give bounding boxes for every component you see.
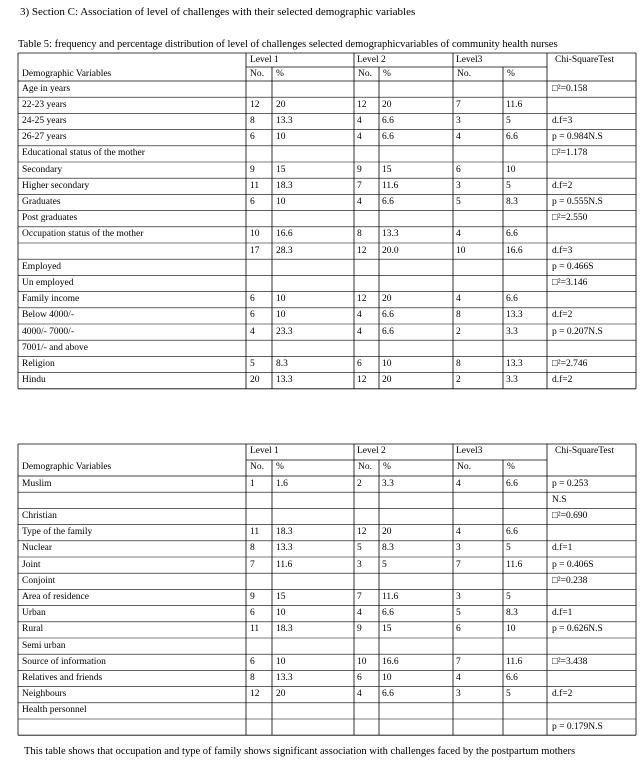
- cell-l1p: 13.3: [276, 672, 293, 683]
- cell-l1p: 23.3: [276, 326, 293, 337]
- cell-chi: d.f=2: [552, 310, 573, 321]
- cell-l3p: 8.3: [506, 608, 518, 619]
- header-level-3: Level3: [456, 446, 483, 456]
- section-heading: 3) Section C: Association of level of challenges with their selected demographic variables: [20, 6, 416, 18]
- cell-label: Graduates: [22, 196, 61, 207]
- header-percent: %: [507, 462, 515, 472]
- cell-label: Conjoint: [22, 575, 56, 586]
- cell-chi: p = 0.984N.S: [552, 132, 603, 143]
- cell-label: Relatives and friends: [22, 672, 103, 683]
- cell-chi: □²=2.746: [552, 358, 588, 369]
- cell-l3p: 8.3: [506, 196, 518, 207]
- cell-l2n: 9: [357, 624, 362, 635]
- cell-label: Rural: [22, 624, 44, 635]
- cell-chi: p = 0.406S: [552, 559, 594, 570]
- cell-chi: p = 0.626N.S: [552, 624, 603, 635]
- cell-l1p: 13.3: [276, 375, 293, 386]
- cell-l1n: 6: [250, 656, 255, 667]
- cell-chi: p = 0.179N.S: [552, 721, 603, 732]
- cell-l3p: 3.3: [506, 326, 518, 337]
- cell-l1n: 8: [250, 543, 255, 554]
- cell-label: Family income: [22, 294, 80, 305]
- cell-l1p: 28.3: [276, 245, 293, 256]
- cell-l1n: 17: [250, 245, 260, 256]
- cell-l1p: 16.6: [276, 229, 293, 240]
- header-count: No.: [250, 69, 264, 79]
- cell-l2n: 12: [357, 527, 367, 538]
- cell-l1p: 15: [276, 591, 286, 602]
- cell-label: Health personnel: [22, 705, 87, 716]
- cell-l3n: 2: [456, 326, 461, 337]
- cell-l1n: 8: [250, 672, 255, 683]
- cell-l1p: 13.3: [276, 543, 293, 554]
- cell-l1p: 10: [276, 132, 286, 143]
- cell-label: Religion: [22, 358, 55, 369]
- cell-l2p: 6.6: [382, 310, 394, 321]
- cell-l2n: 12: [357, 99, 367, 110]
- cell-chi: d.f=1: [552, 543, 573, 554]
- cell-l2p: 10: [382, 672, 392, 683]
- cell-l2p: 5: [382, 559, 387, 570]
- cell-chi: □²=3.438: [552, 656, 588, 667]
- cell-l1n: 5: [250, 358, 255, 369]
- cell-label: 4000/- 7000/-: [22, 326, 74, 337]
- cell-l3n: 3: [456, 115, 461, 126]
- cell-l2p: 16.6: [382, 656, 399, 667]
- cell-l3p: 5: [506, 591, 511, 602]
- cell-chi: p = 0.555N.S: [552, 196, 603, 207]
- cell-l2n: 7: [357, 180, 362, 191]
- cell-chi: p = 0.207N.S: [552, 326, 603, 337]
- header-level-1: Level 1: [250, 446, 279, 456]
- cell-l3n: 5: [456, 196, 461, 207]
- cell-l3p: 10: [506, 624, 516, 635]
- cell-label: 26-27 years: [22, 132, 67, 143]
- cell-label: Employed: [22, 261, 62, 272]
- cell-l3p: 10: [506, 164, 516, 175]
- cell-l1n: 20: [250, 375, 260, 386]
- cell-l2p: 20: [382, 375, 392, 386]
- cell-l1n: 11: [250, 527, 260, 538]
- cell-l2n: 6: [357, 358, 362, 369]
- cell-l1p: 18.3: [276, 624, 293, 635]
- cell-l1p: 20: [276, 689, 286, 700]
- cell-l2p: 6.6: [382, 115, 394, 126]
- cell-label: Urban: [22, 608, 46, 619]
- cell-l3p: 16.6: [506, 245, 523, 256]
- header-count: No.: [250, 462, 264, 472]
- cell-l1p: 10: [276, 196, 286, 207]
- cell-l2n: 8: [357, 229, 362, 240]
- cell-l2n: 4: [357, 608, 362, 619]
- cell-label: Christian: [22, 510, 57, 521]
- cell-l2p: 20: [382, 99, 392, 110]
- header-percent: %: [276, 462, 284, 472]
- cell-l3n: 7: [456, 656, 461, 667]
- cell-l1n: 6: [250, 310, 255, 321]
- cell-l2p: 13.3: [382, 229, 399, 240]
- cell-label: Higher secondary: [22, 180, 90, 191]
- cell-l3n: 3: [456, 591, 461, 602]
- cell-l1p: 10: [276, 294, 286, 305]
- cell-l3n: 3: [456, 543, 461, 554]
- cell-l2n: 4: [357, 132, 362, 143]
- cell-l3n: 3: [456, 180, 461, 191]
- cell-label: 7001/- and above: [22, 342, 88, 353]
- cell-l3p: 5: [506, 180, 511, 191]
- cell-l2p: 11.6: [382, 591, 399, 602]
- cell-l3p: 6.6: [506, 132, 518, 143]
- cell-chi: d.f=2: [552, 180, 573, 191]
- cell-l2n: 4: [357, 689, 362, 700]
- cell-l1p: 11.6: [276, 559, 293, 570]
- header-percent: %: [383, 69, 391, 79]
- cell-l1n: 7: [250, 559, 255, 570]
- cell-l1n: 4: [250, 326, 255, 337]
- header-percent: %: [507, 69, 515, 79]
- cell-l3n: 4: [456, 294, 461, 305]
- cell-l1p: 10: [276, 608, 286, 619]
- cell-l2n: 7: [357, 591, 362, 602]
- cell-l3p: 11.6: [506, 656, 523, 667]
- cell-l2p: 8.3: [382, 543, 394, 554]
- cell-label: Age in years: [22, 83, 71, 94]
- cell-chi: □²=1.178: [552, 148, 588, 159]
- header-percent: %: [383, 462, 391, 472]
- cell-l1p: 1.6: [276, 478, 288, 489]
- cell-l2n: 10: [357, 656, 367, 667]
- header-chi-square: Chi-SquareTest: [555, 446, 614, 456]
- cell-l3n: 6: [456, 164, 461, 175]
- cell-l3p: 6.6: [506, 229, 518, 240]
- cell-l2p: 11.6: [382, 180, 399, 191]
- cell-l3p: 11.6: [506, 559, 523, 570]
- header-level-2: Level 2: [357, 446, 386, 456]
- cell-l2p: 20.0: [382, 245, 399, 256]
- cell-label: Joint: [22, 559, 41, 570]
- cell-l2n: 4: [357, 310, 362, 321]
- cell-l1p: 20: [276, 99, 286, 110]
- cell-l1p: 10: [276, 656, 286, 667]
- cell-l2p: 3.3: [382, 478, 394, 489]
- cell-chi: □²=0.158: [552, 83, 588, 94]
- cell-l3n: 4: [456, 478, 461, 489]
- cell-l1n: 1: [250, 478, 255, 489]
- cell-label: Nuclear: [22, 543, 53, 554]
- header-demographic-variables: Demographic Variables: [22, 462, 112, 472]
- cell-l2n: 9: [357, 164, 362, 175]
- cell-l1n: 9: [250, 591, 255, 602]
- cell-l2p: 20: [382, 527, 392, 538]
- cell-l3n: 7: [456, 99, 461, 110]
- cell-label: Occupation status of the mother: [22, 229, 144, 240]
- cell-l3n: 2: [456, 375, 461, 386]
- cell-l3p: 5: [506, 115, 511, 126]
- cell-l3p: 6.6: [506, 294, 518, 305]
- cell-chi: □²=0.238: [552, 575, 588, 586]
- header-level-2: Level 2: [357, 55, 386, 65]
- cell-chi: d.f=2: [552, 689, 573, 700]
- conclusion-paragraph: This table shows that occupation and type of family shows significant association with challenges faced by the postpartum mothers: [24, 746, 576, 757]
- cell-l1n: 8: [250, 115, 255, 126]
- cell-label: Un employed: [22, 277, 74, 288]
- cell-l3p: 6.6: [506, 672, 518, 683]
- header-demographic-variables: Demographic Variables: [22, 69, 112, 79]
- header-count: No.: [457, 69, 471, 79]
- cell-l1n: 6: [250, 608, 255, 619]
- cell-l1n: 11: [250, 624, 260, 635]
- cell-l1n: 6: [250, 196, 255, 207]
- cell-label: 22-23 years: [22, 99, 67, 110]
- cell-l2p: 15: [382, 624, 392, 635]
- cell-l1p: 13.3: [276, 115, 293, 126]
- cell-label: Area of residence: [22, 591, 89, 602]
- cell-l3n: 4: [456, 132, 461, 143]
- cell-l1n: 9: [250, 164, 255, 175]
- cell-label: Hindu: [22, 375, 46, 386]
- cell-l1n: 6: [250, 294, 255, 305]
- cell-label: Type of the family: [22, 527, 93, 538]
- cell-l2n: 2: [357, 478, 362, 489]
- cell-chi: d.f=3: [552, 115, 573, 126]
- cell-chi: p = 0.466S: [552, 261, 594, 272]
- cell-l3n: 4: [456, 229, 461, 240]
- cell-label: Secondary: [22, 164, 63, 175]
- cell-l3p: 5: [506, 689, 511, 700]
- header-count: No.: [358, 69, 372, 79]
- cell-l2n: 4: [357, 326, 362, 337]
- cell-l2n: 4: [357, 196, 362, 207]
- cell-l3p: 13.3: [506, 310, 523, 321]
- header-level-1: Level 1: [250, 55, 279, 65]
- cell-l1p: 10: [276, 310, 286, 321]
- cell-l2n: 5: [357, 543, 362, 554]
- cell-l3n: 4: [456, 527, 461, 538]
- header-count: No.: [457, 462, 471, 472]
- cell-chi: □²=3.146: [552, 277, 588, 288]
- cell-l2p: 20: [382, 294, 392, 305]
- header-level-3: Level3: [456, 55, 483, 65]
- cell-l3n: 7: [456, 559, 461, 570]
- cell-chi: d.f=1: [552, 608, 573, 619]
- cell-l2p: 6.6: [382, 689, 394, 700]
- cell-l2p: 15: [382, 164, 392, 175]
- cell-chi: □²=0.690: [552, 510, 588, 521]
- cell-chi: d.f=2: [552, 375, 573, 386]
- cell-l2n: 12: [357, 294, 367, 305]
- cell-chi: □²=2.550: [552, 213, 588, 224]
- cell-chi: d.f=3: [552, 245, 573, 256]
- cell-chi: N.S: [552, 494, 567, 505]
- cell-l3p: 6.6: [506, 527, 518, 538]
- cell-l2n: 12: [357, 375, 367, 386]
- cell-l3n: 4: [456, 672, 461, 683]
- cell-label: 24-25 years: [22, 115, 67, 126]
- cell-l2n: 6: [357, 672, 362, 683]
- cell-l2p: 10: [382, 358, 392, 369]
- header-count: No.: [358, 462, 372, 472]
- cell-l3n: 3: [456, 689, 461, 700]
- cell-l3n: 5: [456, 608, 461, 619]
- table-caption: Table 5: frequency and percentage distribution of level of challenges selected demographicvariables of community health nurses: [18, 39, 558, 50]
- cell-l2p: 6.6: [382, 608, 394, 619]
- cell-l1p: 15: [276, 164, 286, 175]
- cell-label: Educational status of the mother: [22, 148, 145, 159]
- cell-l1n: 12: [250, 689, 260, 700]
- cell-l2n: 3: [357, 559, 362, 570]
- cell-l3n: 10: [456, 245, 466, 256]
- cell-l2p: 6.6: [382, 196, 394, 207]
- cell-label: Source of information: [22, 656, 106, 667]
- cell-l1n: 11: [250, 180, 260, 191]
- cell-l1p: 18.3: [276, 180, 293, 191]
- cell-label: Semi urban: [22, 640, 66, 651]
- cell-label: Neighbours: [22, 689, 67, 700]
- cell-l3p: 13.3: [506, 358, 523, 369]
- cell-label: Below 4000/-: [22, 310, 74, 321]
- cell-l3p: 5: [506, 543, 511, 554]
- header-chi-square: Chi-SquareTest: [555, 55, 614, 65]
- cell-l3p: 6.6: [506, 478, 518, 489]
- cell-label: Muslim: [22, 478, 52, 489]
- cell-l1n: 12: [250, 99, 260, 110]
- cell-l2p: 6.6: [382, 132, 394, 143]
- cell-l1p: 18.3: [276, 527, 293, 538]
- header-percent: %: [276, 69, 284, 79]
- cell-l2p: 6.6: [382, 326, 394, 337]
- cell-l1n: 10: [250, 229, 260, 240]
- cell-l1p: 8.3: [276, 358, 288, 369]
- cell-chi: p = 0.253: [552, 478, 589, 489]
- cell-l1n: 6: [250, 132, 255, 143]
- cell-l3p: 11.6: [506, 99, 523, 110]
- cell-l3n: 8: [456, 358, 461, 369]
- cell-l3p: 3.3: [506, 375, 518, 386]
- cell-l3n: 8: [456, 310, 461, 321]
- cell-label: Post graduates: [22, 213, 78, 224]
- cell-l2n: 4: [357, 115, 362, 126]
- cell-l3n: 6: [456, 624, 461, 635]
- cell-l2n: 12: [357, 245, 367, 256]
